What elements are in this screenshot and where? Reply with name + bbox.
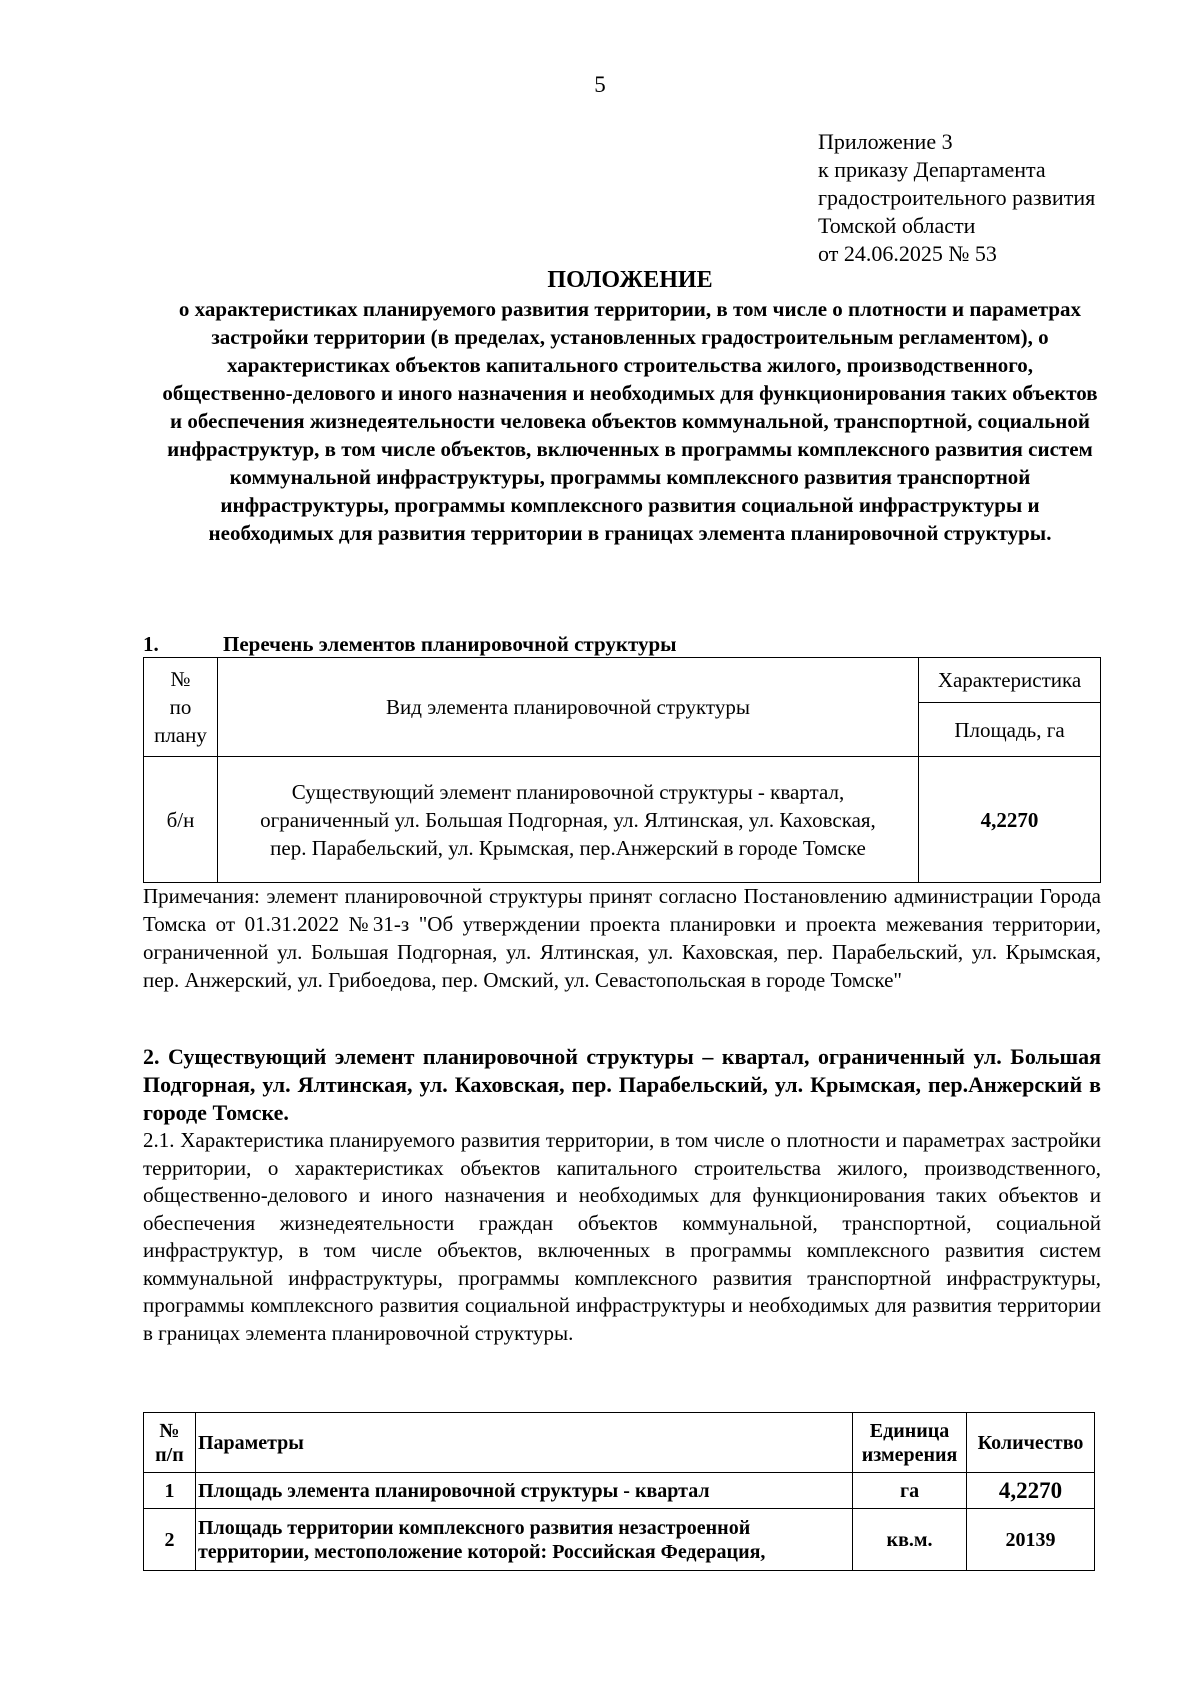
table-header-characteristic: Характеристика <box>919 658 1101 703</box>
param-cell-quantity: 4,2270 <box>967 1473 1095 1509</box>
table-row <box>144 1473 1095 1509</box>
table-header-number: № по плану <box>144 658 218 757</box>
appendix-line: к приказу Департамента <box>818 157 1046 182</box>
document-title: ПОЛОЖЕНИЕ <box>547 267 713 293</box>
document-subtitle: о характеристиках планируемого развития территории, в том числе о плотности и параметрах застройки территории (в пределах, установленных градостроительным регламентом), о характеристиках объектов капитального строительства жилого, производственного, общественно-делового и иного назначения и необходимых для функционирования таких объектов и обеспечения жизнедеятельности человека объектов коммунальной, транспортной, социальной инфраструктур, в том числе объектов, включенных в программы комплексного развития систем коммунальной инфраструктуры, программы комплексного развития транспортной инфраструктуры, программы комплексного развития социальной инфраструктуры и необходимых для развития территории в границах элемента планировочной структуры. <box>162 297 1098 545</box>
appendix-line: Томской области <box>818 213 976 238</box>
param-header-quantity: Количество <box>967 1413 1095 1473</box>
table-cell-description: Существующий элемент планировочной структуры - квартал, ограниченный ул. Большая Подгорная, ул. Ялтинская, ул. Каховская, пер. Парабельский, ул. Крымская, пер.Анжерский в городе Томске <box>217 757 918 883</box>
param-cell-quantity: 20139 <box>967 1509 1095 1571</box>
section-2-1-paragraph: 2.1. Характеристика планируемого развития территории, в том числе о плотности и параметрах застройки территории, о характеристиках объектов капитального строительства жилого, производственного, общественно-делового и иного назначения и необходимых для функционирования таких объектов и обеспечения жизнедеятельности граждан объектов коммунальной, транспортной, социальной инфраструктур, в том числе объектов, включенных в программы комплексного развития систем коммунальной инфраструктуры, программы комплексного развития транспортной инфраструктуры, программы комплексного развития социальной инфраструктуры и необходимых для развития территории в границах элемента планировочной структуры. <box>143 1128 1101 1345</box>
parameters-table <box>143 1412 1095 1571</box>
table-row <box>144 1509 1095 1571</box>
section-1-title: Перечень элементов планировочной структуры <box>223 632 677 656</box>
table-header-type: Вид элемента планировочной структуры <box>217 658 918 757</box>
param-cell-number: 2 <box>144 1509 196 1571</box>
param-header-unit: Единица измерения <box>853 1413 967 1473</box>
param-header-name: Параметры <box>195 1413 852 1473</box>
param-cell-name: Площадь территории комплексного развития незастроенной территории, местоположение которой: Российская Федерация, <box>195 1509 852 1571</box>
param-header-number: № п/п <box>144 1413 196 1473</box>
table-cell-area: 4,2270 <box>919 757 1101 883</box>
param-cell-number: 1 <box>144 1473 196 1509</box>
param-cell-unit: кв.м. <box>853 1509 967 1571</box>
section-1-note: Примечания: элемент планировочной структуры принят согласно Постановлению администрации Города Томска от 01.31.2022 №31-з "Об утверждении проекта планировки и проекта межевания территории, ограниченной ул. Большая Подгорная, ул. Ялтинская, ул. Каховская, пер. Парабельский, ул. Крымская, пер. Анжерский, ул. Грибоедова, пер. Омский, ул. Севастопольская в городе Томске" <box>143 884 1101 992</box>
section-1-number: 1. <box>143 632 159 656</box>
appendix-line: от 24.06.2025 № 53 <box>818 241 997 266</box>
table-header-area: Площадь, га <box>919 703 1101 757</box>
appendix-line: Приложение 3 <box>818 129 953 154</box>
param-cell-unit: га <box>853 1473 967 1509</box>
param-cell-name: Площадь элемента планировочной структуры - квартал <box>195 1473 852 1509</box>
planning-elements-table <box>143 657 1101 883</box>
page-number: 5 <box>594 72 606 97</box>
section-2-heading: 2. Существующий элемент планировочной структуры – квартал, ограниченный ул. Большая Подгорная, ул. Ялтинская, ул. Каховская, пер. Парабельский, ул. Крымская, пер.Анжерский в городе Томске. <box>143 1044 1101 1125</box>
appendix-line: градостроительного развития <box>818 185 1096 210</box>
section-1-heading <box>143 632 677 657</box>
table-cell-number: б/н <box>144 757 218 883</box>
appendix-block <box>818 128 1095 268</box>
